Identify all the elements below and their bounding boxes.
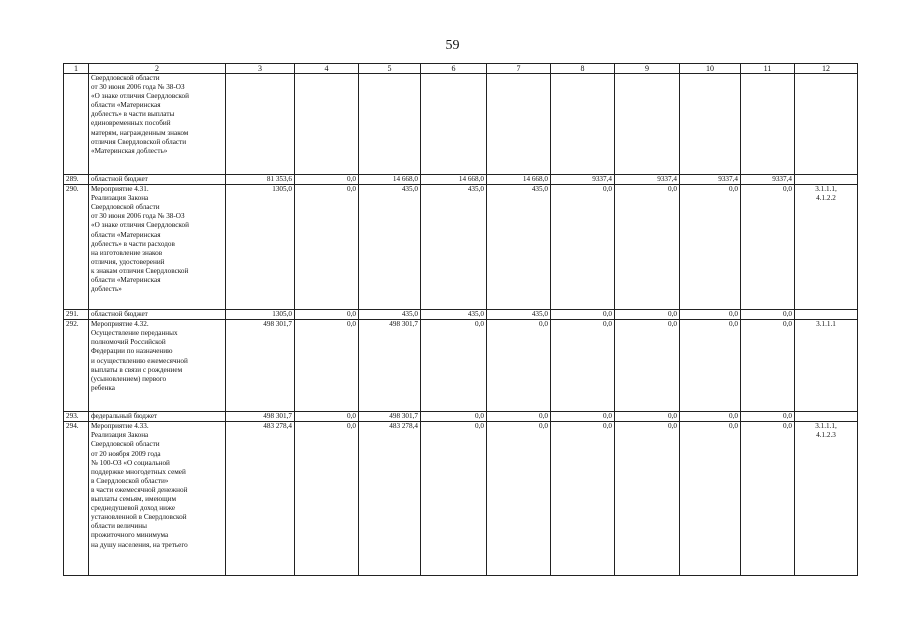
cell-col-8: 0,0 xyxy=(551,310,615,320)
cell-col-3: 498 301,7 xyxy=(226,412,295,422)
cell-col-10: 0,0 xyxy=(680,310,741,320)
column-header: 11 xyxy=(741,64,795,74)
cell-col-9: 9337,4 xyxy=(615,175,680,185)
cell-col-10: 0,0 xyxy=(680,320,741,412)
cell-col-4: 0,0 xyxy=(295,175,359,185)
row-number-cell: 293. xyxy=(64,412,89,422)
cell-col-3: 81 353,6 xyxy=(226,175,295,185)
budget-table xyxy=(63,63,858,576)
cell-col-5: 14 668,0 xyxy=(359,175,421,185)
cell-col-5: 498 301,7 xyxy=(359,412,421,422)
cell-col-12: 3.1.1.1, 4.1.2.3 xyxy=(795,422,858,576)
cell-col-7: 435,0 xyxy=(487,185,551,310)
cell-col-9: 0,0 xyxy=(615,185,680,310)
page-number: 59 xyxy=(445,38,460,53)
table-row xyxy=(64,422,858,576)
cell-col-4: 0,0 xyxy=(295,310,359,320)
row-description-cell: областной бюджет xyxy=(89,310,226,320)
row-description-cell: федеральный бюджет xyxy=(89,412,226,422)
column-header: 3 xyxy=(226,64,295,74)
cell-col-12 xyxy=(795,74,858,175)
table-row xyxy=(64,185,858,310)
cell-col-10: 9337,4 xyxy=(680,175,741,185)
cell-col-7 xyxy=(487,74,551,175)
column-header: 8 xyxy=(551,64,615,74)
cell-col-6: 14 668,0 xyxy=(421,175,487,185)
cell-col-7: 0,0 xyxy=(487,412,551,422)
cell-col-4: 0,0 xyxy=(295,422,359,576)
row-description-cell: Мероприятие 4.32. Осуществление переданных полномочий Российской Федерации по назначению и осуществлению ежемесячной выплаты в связи с рождением (усыновлением) первого ребенка xyxy=(89,320,226,412)
column-header: 5 xyxy=(359,64,421,74)
cell-col-11: 0,0 xyxy=(741,320,795,412)
row-description-cell: Мероприятие 4.33. Реализация Закона Свердловской области от 20 ноября 2009 года № 100-ОЗ «О социальной поддержке многодетных семей в Свердловской области» в части ежемесячной денежной выплаты семьям, имеющим среднедушевой доход ниже установленной в Свердловской области величины прожиточного минимума на душу населения, на третьего xyxy=(89,422,226,576)
cell-col-3 xyxy=(226,74,295,175)
column-header: 6 xyxy=(421,64,487,74)
cell-col-5: 435,0 xyxy=(359,310,421,320)
row-number-cell: 289. xyxy=(64,175,89,185)
cell-col-8: 0,0 xyxy=(551,412,615,422)
cell-col-4: 0,0 xyxy=(295,320,359,412)
table-row xyxy=(64,412,858,422)
cell-col-3: 1305,0 xyxy=(226,310,295,320)
cell-col-12: 3.1.1.1 xyxy=(795,320,858,412)
table-row xyxy=(64,310,858,320)
cell-col-11: 9337,4 xyxy=(741,175,795,185)
cell-col-6 xyxy=(421,74,487,175)
cell-col-6: 0,0 xyxy=(421,412,487,422)
cell-col-10: 0,0 xyxy=(680,412,741,422)
column-header: 4 xyxy=(295,64,359,74)
cell-col-10 xyxy=(680,74,741,175)
row-number-cell xyxy=(64,74,89,175)
cell-col-8: 9337,4 xyxy=(551,175,615,185)
cell-col-9: 0,0 xyxy=(615,422,680,576)
cell-col-9: 0,0 xyxy=(615,310,680,320)
cell-col-4: 0,0 xyxy=(295,412,359,422)
cell-col-8: 0,0 xyxy=(551,422,615,576)
cell-col-9: 0,0 xyxy=(615,320,680,412)
cell-col-10: 0,0 xyxy=(680,422,741,576)
cell-col-12 xyxy=(795,412,858,422)
cell-col-3: 498 301,7 xyxy=(226,320,295,412)
row-number-cell: 290. xyxy=(64,185,89,310)
cell-col-11 xyxy=(741,74,795,175)
cell-col-6: 435,0 xyxy=(421,310,487,320)
column-header: 12 xyxy=(795,64,858,74)
cell-col-6: 0,0 xyxy=(421,422,487,576)
cell-col-7: 14 668,0 xyxy=(487,175,551,185)
row-description-cell: Свердловской области от 30 июня 2006 года № 38-ОЗ «О знаке отличия Свердловской области «Материнская доблесть» в части выплаты единовременных пособий матерям, награжденным знаком отличия Свердловской области «Материнская доблесть» xyxy=(89,74,226,175)
cell-col-12: 3.1.1.1, 4.1.2.2 xyxy=(795,185,858,310)
row-number-cell: 291. xyxy=(64,310,89,320)
cell-col-8: 0,0 xyxy=(551,320,615,412)
cell-col-6: 0,0 xyxy=(421,320,487,412)
cell-col-11: 0,0 xyxy=(741,310,795,320)
cell-col-12 xyxy=(795,310,858,320)
cell-col-12 xyxy=(795,175,858,185)
cell-col-6: 435,0 xyxy=(421,185,487,310)
cell-col-8 xyxy=(551,74,615,175)
cell-col-5 xyxy=(359,74,421,175)
cell-col-11: 0,0 xyxy=(741,412,795,422)
row-description-cell: областной бюджет xyxy=(89,175,226,185)
cell-col-7: 0,0 xyxy=(487,320,551,412)
row-number-cell: 294. xyxy=(64,422,89,576)
cell-col-4 xyxy=(295,74,359,175)
cell-col-5: 483 278,4 xyxy=(359,422,421,576)
cell-col-4: 0,0 xyxy=(295,185,359,310)
row-description-cell: Мероприятие 4.31. Реализация Закона Свердловской области от 30 июня 2006 года № 38-ОЗ «О знаке отличия Свердловской области «Материнская доблесть» в части расходов на изготовление знаков отличия, удостоверений к знакам отличия Свердловской области «Материнская доблесть» xyxy=(89,185,226,310)
table-row xyxy=(64,175,858,185)
cell-col-7: 435,0 xyxy=(487,310,551,320)
cell-col-9 xyxy=(615,74,680,175)
column-header: 10 xyxy=(680,64,741,74)
cell-col-10: 0,0 xyxy=(680,185,741,310)
cell-col-8: 0,0 xyxy=(551,185,615,310)
table-row xyxy=(64,74,858,175)
cell-col-11: 0,0 xyxy=(741,422,795,576)
cell-col-5: 498 301,7 xyxy=(359,320,421,412)
row-number-cell: 292. xyxy=(64,320,89,412)
header-row xyxy=(64,64,858,74)
cell-col-3: 483 278,4 xyxy=(226,422,295,576)
cell-col-7: 0,0 xyxy=(487,422,551,576)
column-header: 9 xyxy=(615,64,680,74)
cell-col-3: 1305,0 xyxy=(226,185,295,310)
column-header: 7 xyxy=(487,64,551,74)
table-row xyxy=(64,320,858,412)
cell-col-9: 0,0 xyxy=(615,412,680,422)
column-header: 2 xyxy=(89,64,226,74)
column-header: 1 xyxy=(64,64,89,74)
cell-col-11: 0,0 xyxy=(741,185,795,310)
cell-col-5: 435,0 xyxy=(359,185,421,310)
